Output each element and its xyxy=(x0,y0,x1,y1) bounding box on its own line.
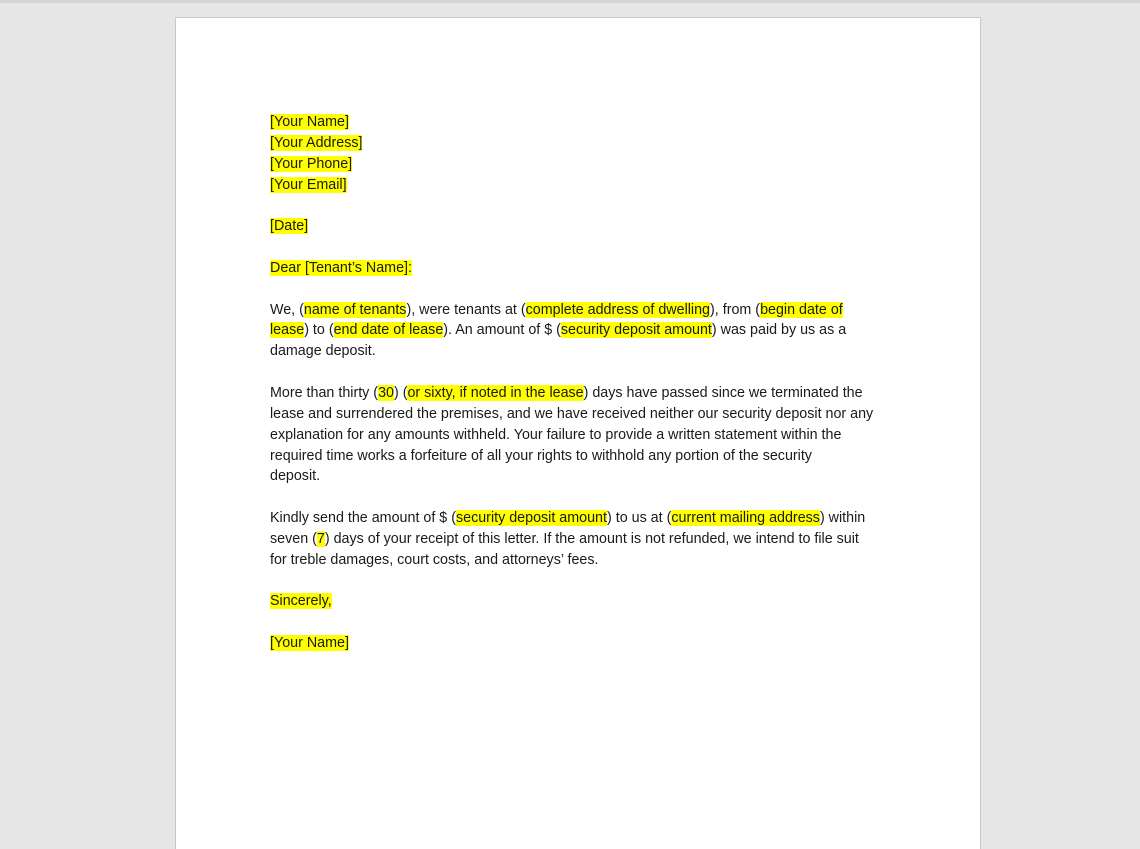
field-deposit-amount: security deposit amount xyxy=(560,322,712,339)
field-deposit-amount-2: security deposit amount xyxy=(455,510,607,527)
field-mailing-address: current mailing address xyxy=(671,510,820,527)
paragraph-deposit-paid: We, (name of tenants), were tenants at (complete address of dwelling), from (begin date of lease) to (end date of lease). An amount of $ (security deposit amount) was paid by us as a damage deposit. xyxy=(270,301,847,360)
paragraph-request: Kindly send the amount of $ (security deposit amount) to us at (current mailing address) within seven (7) days of your receipt of this letter. If the amount is not refunded, we intend to file suit for treble damages, court costs, and attorneys’ fees. xyxy=(270,510,866,568)
sender-phone: [Your Phone] xyxy=(270,155,353,172)
field-days: 30 xyxy=(378,384,394,401)
window-top-edge xyxy=(0,0,1140,3)
field-dwelling-address: complete address of dwelling xyxy=(525,301,711,318)
closing: Sincerely, xyxy=(270,593,332,610)
field-response-days: 7 xyxy=(316,530,325,547)
letter-date: [Date] xyxy=(270,218,309,235)
sender-block xyxy=(270,112,892,195)
field-end-date: end date of lease xyxy=(333,322,444,339)
letter-body[interactable] xyxy=(270,112,892,654)
signature-name: [Your Name] xyxy=(270,635,349,652)
field-days-alternative: or sixty, if noted in the lease xyxy=(407,384,584,401)
paragraph-days-passed: More than thirty (30) (or sixty, if noted in the lease) days have passed since we terminated the lease and surrendered the premises, and we have received neither our security deposit nor any explanation for any amounts withheld. Your failure to provide a written statement within the required time works a forfeiture of all your rights to withhold any portion of the security deposit. xyxy=(270,384,874,485)
sender-address: [Your Address] xyxy=(270,134,363,151)
salutation: Dear [Tenant’s Name]: xyxy=(270,259,412,276)
document-page[interactable] xyxy=(175,17,981,849)
field-begin-date-cont: lease xyxy=(270,322,305,339)
sender-email: [Your Email] xyxy=(270,176,347,193)
field-name-of-tenants: name of tenants xyxy=(303,301,407,318)
sender-name: [Your Name] xyxy=(270,114,349,130)
field-begin-date: begin date of xyxy=(760,301,843,318)
